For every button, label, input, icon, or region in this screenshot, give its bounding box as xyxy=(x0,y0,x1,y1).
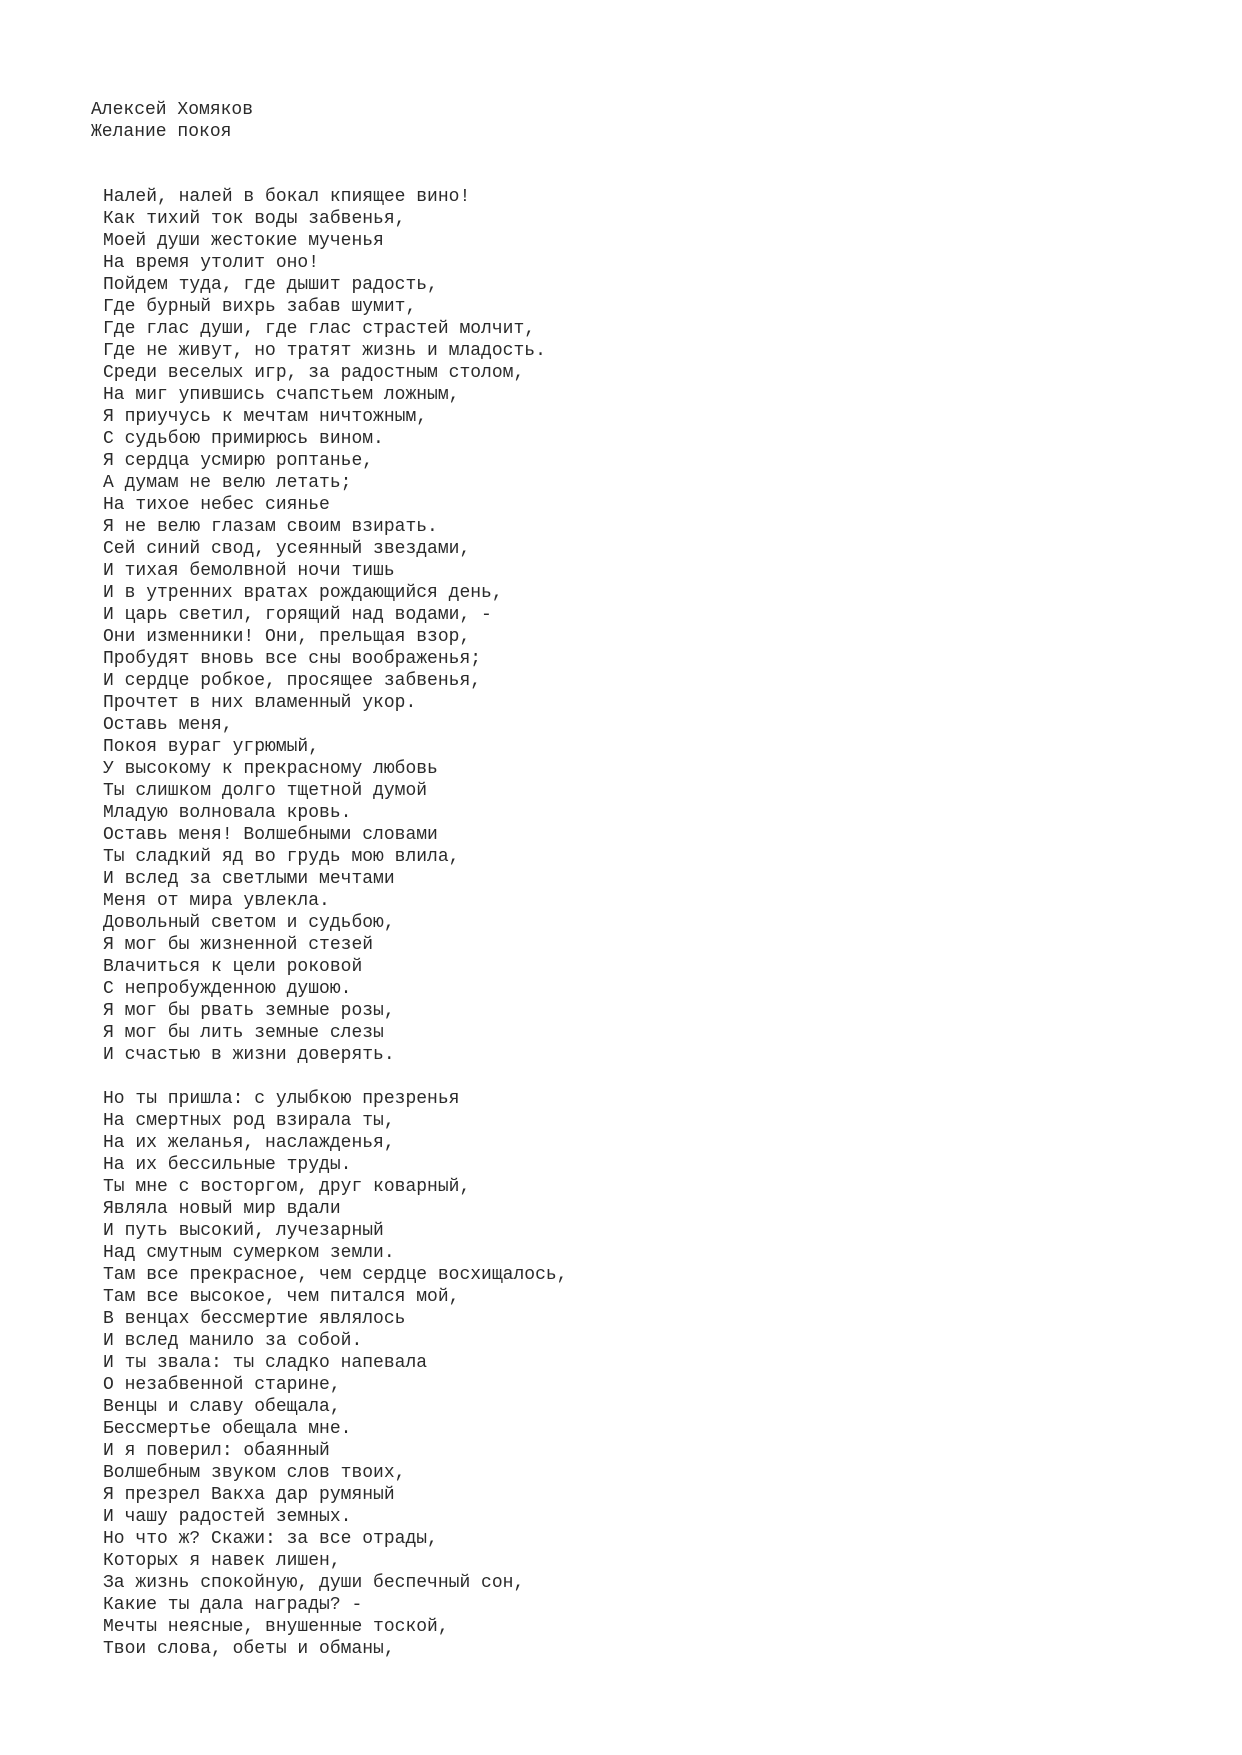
poem-line: Где бурный вихрь забав шумит, xyxy=(103,297,417,317)
poem-line: Я презрел Вакха дар румяный xyxy=(103,1485,395,1505)
poem-line: И я поверил: обаянный xyxy=(103,1441,330,1461)
poem-line: На смертных род взирала ты, xyxy=(103,1111,395,1131)
poem-line: И тихая бемолвной ночи тишь xyxy=(103,561,395,581)
poem-line: У высокому к прекрасному любовь xyxy=(103,759,438,779)
poem-line: На их желанья, наслажденья, xyxy=(103,1133,395,1153)
poem-line: Налей, налей в бокал кпиящее вино! xyxy=(103,187,471,207)
poem-line: И ты звала: ты сладко напевала xyxy=(103,1353,428,1373)
author-name: Алексей Хомяков xyxy=(91,100,254,120)
poem-line: Но что ж? Скажи: за все отрады, xyxy=(103,1529,438,1549)
poem-line: На миг упившись счапстьем ложным, xyxy=(103,385,460,405)
poem-line: Довольный светом и судьбою, xyxy=(103,913,395,933)
poem-line: Они изменники! Они, прельщая взор, xyxy=(103,627,471,647)
poem-line: Там все высокое, чем питался мой, xyxy=(103,1287,460,1307)
poem-line: Я не велю глазам своим взирать. xyxy=(103,517,438,537)
stanza-1 xyxy=(103,186,567,1066)
poem-line: Волшебным звуком слов твоих, xyxy=(103,1463,406,1483)
poem-line: Где не живут, но тратят жизнь и младость. xyxy=(103,341,546,361)
poem-line: Младую волновала кровь. xyxy=(103,803,352,823)
poem-line: На их бессильные труды. xyxy=(103,1155,352,1175)
poem-line: Моей души жестокие мученья xyxy=(103,231,384,251)
poem-line: Ты слишком долго тщетной думой xyxy=(103,781,428,801)
poem-line: Которых я навек лишен, xyxy=(103,1551,341,1571)
poem-line: И путь высокий, лучезарный xyxy=(103,1221,384,1241)
poem-line: На время утолит оно! xyxy=(103,253,320,273)
poem-line: Ты сладкий яд во грудь мою влила, xyxy=(103,847,460,867)
poem-line: За жизнь спокойную, души беспечный сон, xyxy=(103,1573,525,1593)
poem-line: И вслед манило за собой. xyxy=(103,1331,363,1351)
poem-line: Там все прекрасное, чем сердце восхищалось, xyxy=(103,1265,568,1285)
poem-line: Прочтет в них вламенный укор. xyxy=(103,693,417,713)
poem-line: Пойдем туда, где дышит радость, xyxy=(103,275,438,295)
poem-line: Какие ты дала награды? - xyxy=(103,1595,363,1615)
poem-line: Оставь меня, xyxy=(103,715,233,735)
poem-line: Над смутным сумерком земли. xyxy=(103,1243,395,1263)
poem-line: На тихое небес сиянье xyxy=(103,495,330,515)
poem-line: Я мог бы жизненной стезей xyxy=(103,935,374,955)
poem-line: Сей синий свод, усеянный звездами, xyxy=(103,539,471,559)
poem-line: Я мог бы рвать земные розы, xyxy=(103,1001,395,1021)
poem-line: Ты мне с восторгом, друг коварный, xyxy=(103,1177,471,1197)
poem-title: Желание покоя xyxy=(91,122,232,142)
poem-line: С судьбою примирюсь вином. xyxy=(103,429,384,449)
poem-line: Я приучусь к мечтам ничтожным, xyxy=(103,407,428,427)
poem-line: Как тихий ток воды забвенья, xyxy=(103,209,406,229)
poem-line: Пробудят вновь все сны воображенья; xyxy=(103,649,482,669)
poem-line: А думам не велю летать; xyxy=(103,473,352,493)
poem-line: Я сердца усмирю роптанье, xyxy=(103,451,374,471)
document-header xyxy=(91,99,253,143)
poem-line: Бессмертье обещала мне. xyxy=(103,1419,352,1439)
poem-body xyxy=(103,186,567,1682)
poem-line: Я мог бы лить земные слезы xyxy=(103,1023,384,1043)
poem-line: И вслед за светлыми мечтами xyxy=(103,869,395,889)
poem-line: Влачиться к цели роковой xyxy=(103,957,363,977)
poem-line: Где глас души, где глас страстей молчит, xyxy=(103,319,536,339)
poem-line: О незабвенной старине, xyxy=(103,1375,341,1395)
poem-line: С непробужденною душою. xyxy=(103,979,352,999)
poem-line: Но ты пришла: с улыбкою презренья xyxy=(103,1089,460,1109)
poem-line: Оставь меня! Волшебными словами xyxy=(103,825,438,845)
poem-line: И в утренних вратах рождающийся день, xyxy=(103,583,503,603)
poem-line: И царь светил, горящий над водами, - xyxy=(103,605,492,625)
poem-line: И счастью в жизни доверять. xyxy=(103,1045,395,1065)
poem-line: И чашу радостей земных. xyxy=(103,1507,352,1527)
poem-line: И сердце робкое, просящее забвенья, xyxy=(103,671,482,691)
poem-line: Являла новый мир вдали xyxy=(103,1199,341,1219)
poem-line: Венцы и славу обещала, xyxy=(103,1397,341,1417)
stanza-2 xyxy=(103,1088,567,1660)
poem-line: Меня от мира увлекла. xyxy=(103,891,330,911)
poem-line: Твои слова, обеты и обманы, xyxy=(103,1639,395,1659)
poem-line: Покоя вураг угрюмый, xyxy=(103,737,320,757)
poem-line: Среди веселых игр, за радостным столом, xyxy=(103,363,525,383)
poem-line: Мечты неясные, внушенные тоской, xyxy=(103,1617,449,1637)
poem-line: В венцах бессмертие являлось xyxy=(103,1309,406,1329)
